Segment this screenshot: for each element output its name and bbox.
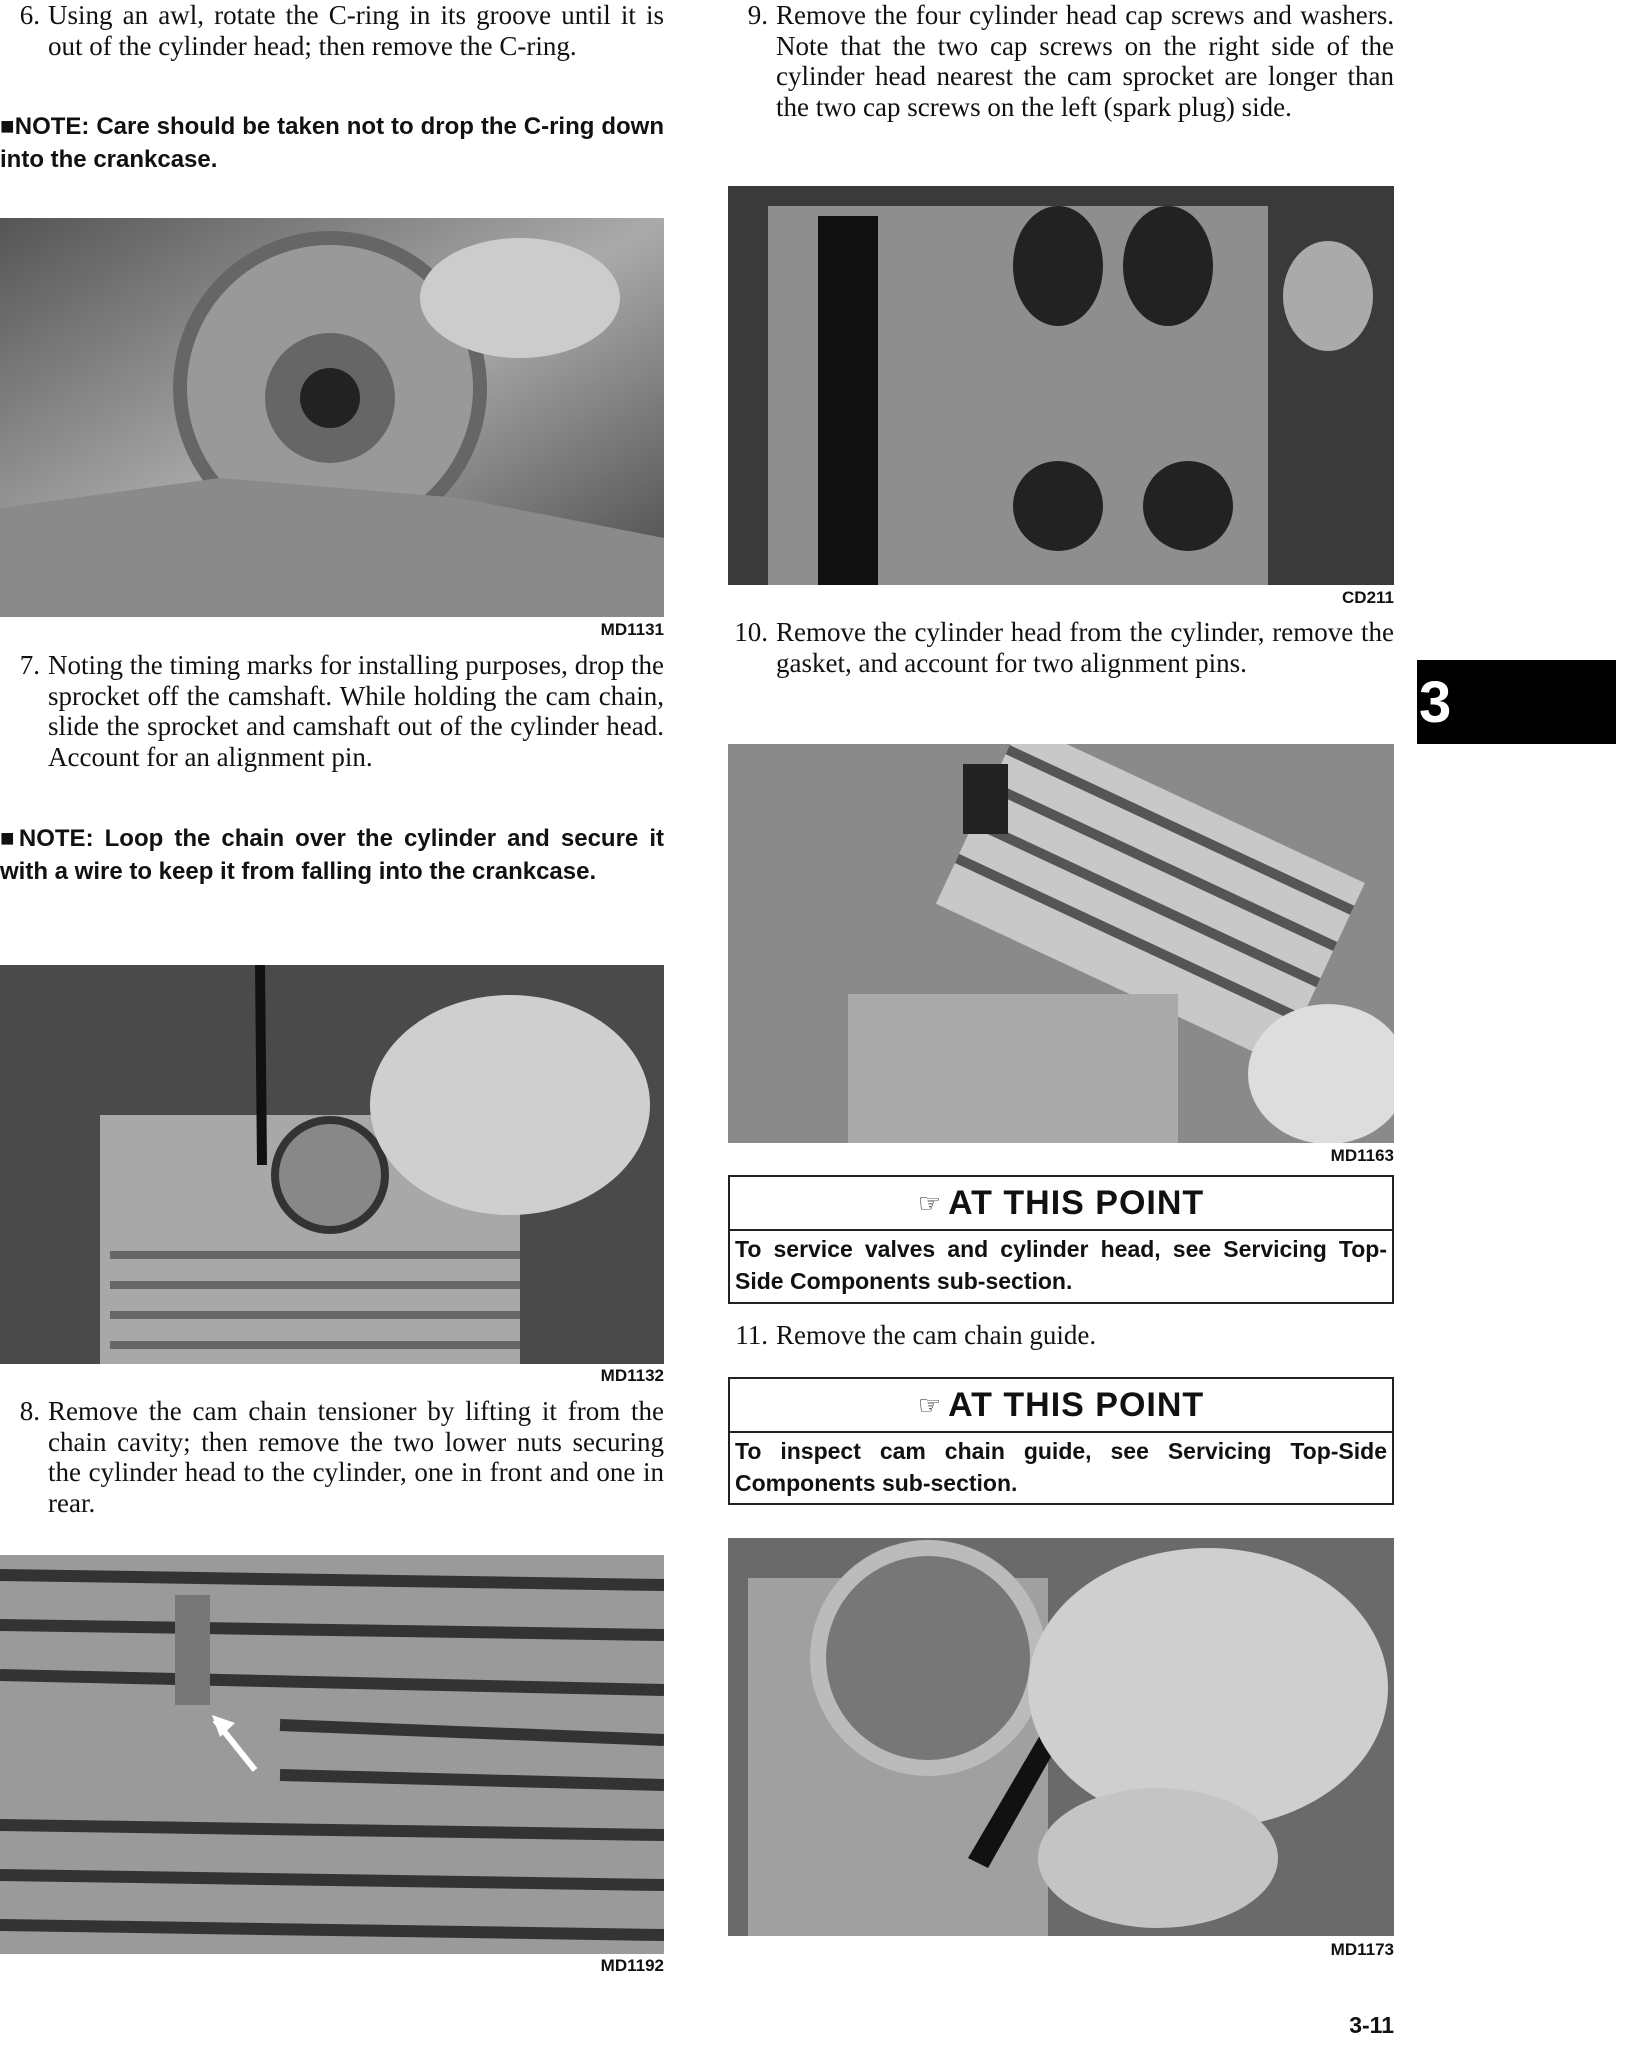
box-body: To service valves and cylinder head, see Servicing Top-Side Components sub-section. <box>735 1236 1387 1294</box>
pointing-hand-icon: ☞ <box>917 1187 943 1218</box>
photo-cylinder-head-cap-screws <box>728 186 1394 585</box>
step-6 <box>0 0 664 61</box>
photo-caption: CD211 <box>1342 588 1394 607</box>
photo-caption: MD1192 <box>600 1956 664 1975</box>
photo-c-ring-removal <box>0 218 664 617</box>
box-header <box>730 1379 1392 1433</box>
step-number: 9. <box>747 0 768 30</box>
photo-caption: MD1131 <box>600 620 664 639</box>
section-tab: 3 <box>1417 660 1616 744</box>
step-text: Using an awl, rotate the C-ring in its groove until it is out of the cylinder head; then remove the C-ring. <box>48 0 664 61</box>
photo-cylinder-head-nuts <box>0 1555 664 1954</box>
step-text: Remove the cam chain guide. <box>776 1320 1097 1350</box>
step-text: Noting the timing marks for installing purposes, drop the sprocket off the camshaft. While holding the cam chain, slide the sprocket and camshaft out of the cylinder head. Account for an alignment pin. <box>48 650 664 772</box>
step-number: 11. <box>735 1320 768 1350</box>
step-number: 10. <box>734 617 768 647</box>
step-8 <box>0 1396 664 1518</box>
photo-caption: MD1163 <box>1330 1146 1394 1165</box>
step-number: 7. <box>19 650 40 680</box>
photo-sprocket-removal <box>0 965 664 1364</box>
step-7 <box>0 650 664 772</box>
step-text: Remove the cam chain tensioner by lifting it from the chain cavity; then remove the two lower nuts securing the cylinder head to the cylinder, one in front and one in rear. <box>48 1396 664 1518</box>
pointing-hand-icon: ☞ <box>917 1389 943 1420</box>
photo-cylinder-head-removal <box>728 744 1394 1143</box>
at-this-point-box-cam-chain-guide <box>728 1377 1394 1505</box>
step-text: Remove the four cylinder head cap screws and washers. Note that the two cap screws on the right side of the cylinder head nearest the cam sprocket are longer than the two cap screws on the left (spark plug) side. <box>776 0 1394 122</box>
box-header <box>730 1177 1392 1231</box>
step-9 <box>728 0 1394 122</box>
box-title: AT THIS POINT <box>948 1183 1205 1222</box>
box-title: AT THIS POINT <box>948 1385 1205 1424</box>
note-loop-chain: ■NOTE: Loop the chain over the cylinder and secure it with a wire to keep it from falling into the crankcase. <box>0 825 664 885</box>
photo-caption: MD1132 <box>600 1366 664 1385</box>
photo-caption: MD1173 <box>1330 1940 1394 1959</box>
step-number: 8. <box>19 1396 40 1426</box>
note-c-ring: ■NOTE: Care should be taken not to drop the C-ring down into the crankcase. <box>0 113 664 173</box>
box-body: To inspect cam chain guide, see Servicing Top-Side Components sub-section. <box>735 1438 1387 1496</box>
step-text: Remove the cylinder head from the cylinder, remove the gasket, and account for two alignment pins. <box>776 617 1394 678</box>
photo-cam-chain-guide-removal <box>728 1538 1394 1936</box>
step-number: 6. <box>19 0 40 30</box>
at-this-point-box-service-valves <box>728 1175 1394 1304</box>
step-10 <box>728 617 1394 678</box>
page-number: 3-11 <box>1349 2012 1394 2038</box>
step-11 <box>728 1320 1394 1351</box>
